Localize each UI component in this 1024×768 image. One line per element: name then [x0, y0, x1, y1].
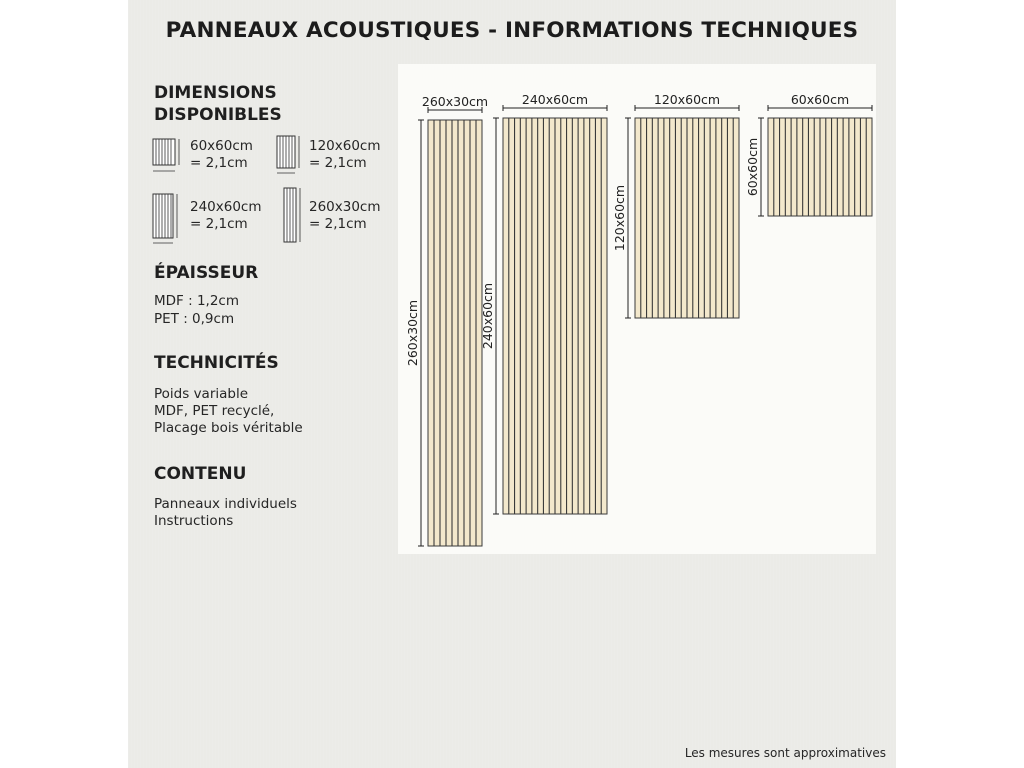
panel-240x60-icon — [152, 192, 182, 248]
dimensions-heading-line1: DIMENSIONS — [154, 83, 277, 103]
contenu-line-2: Instructions — [154, 513, 234, 529]
size-240x60-label: 240x60cm — [190, 199, 262, 215]
size-260x30-label: 260x30cm — [309, 199, 381, 215]
panel-0-height-label: 260x30cm — [405, 299, 420, 367]
panel-0-width-label: 260x30cm — [421, 94, 489, 109]
epaisseur-mdf: MDF : 1,2cm — [154, 293, 239, 309]
approximate-note: Les mesures sont approximatives — [684, 746, 886, 760]
epaisseur-pet: PET : 0,9cm — [154, 311, 235, 327]
panel-60x60-icon — [152, 136, 182, 176]
panel-1-width-label: 240x60cm — [521, 92, 589, 107]
panel-3-width-label: 60x60cm — [790, 92, 850, 107]
dimensions-heading-line2: DISPONIBLES — [154, 105, 282, 125]
technicites-line-3: Placage bois véritable — [154, 420, 303, 436]
panel-0 — [428, 120, 482, 546]
contenu-line-1: Panneaux individuels — [154, 496, 297, 512]
panel-260x30-icon — [282, 186, 304, 248]
panel-3-height-label: 60x60cm — [745, 137, 760, 197]
contenu-heading: CONTENU — [154, 464, 247, 484]
panel-2-width-label: 120x60cm — [653, 92, 721, 107]
epaisseur-heading: ÉPAISSEUR — [154, 263, 259, 283]
technicites-line-2: MDF, PET recyclé, — [154, 403, 275, 419]
size-60x60-thickness: = 2,1cm — [190, 155, 248, 171]
info-sheet — [128, 0, 896, 768]
technicites-heading: TECHNICITÉS — [154, 353, 279, 373]
size-240x60-thickness: = 2,1cm — [190, 216, 248, 232]
size-260x30-thickness: = 2,1cm — [309, 216, 367, 232]
panel-2-height-label: 120x60cm — [612, 184, 627, 252]
size-60x60-label: 60x60cm — [190, 138, 253, 154]
panel-1-height-label: 240x60cm — [480, 282, 495, 350]
panel-120x60-icon — [276, 134, 306, 176]
panels-diagram-svg — [398, 64, 876, 554]
panels-diagram — [398, 64, 876, 554]
size-120x60-label: 120x60cm — [309, 138, 381, 154]
page-title: PANNEAUX ACOUSTIQUES - INFORMATIONS TECHNIQUES — [165, 18, 859, 43]
technicites-line-1: Poids variable — [154, 386, 249, 402]
size-120x60-thickness: = 2,1cm — [309, 155, 367, 171]
